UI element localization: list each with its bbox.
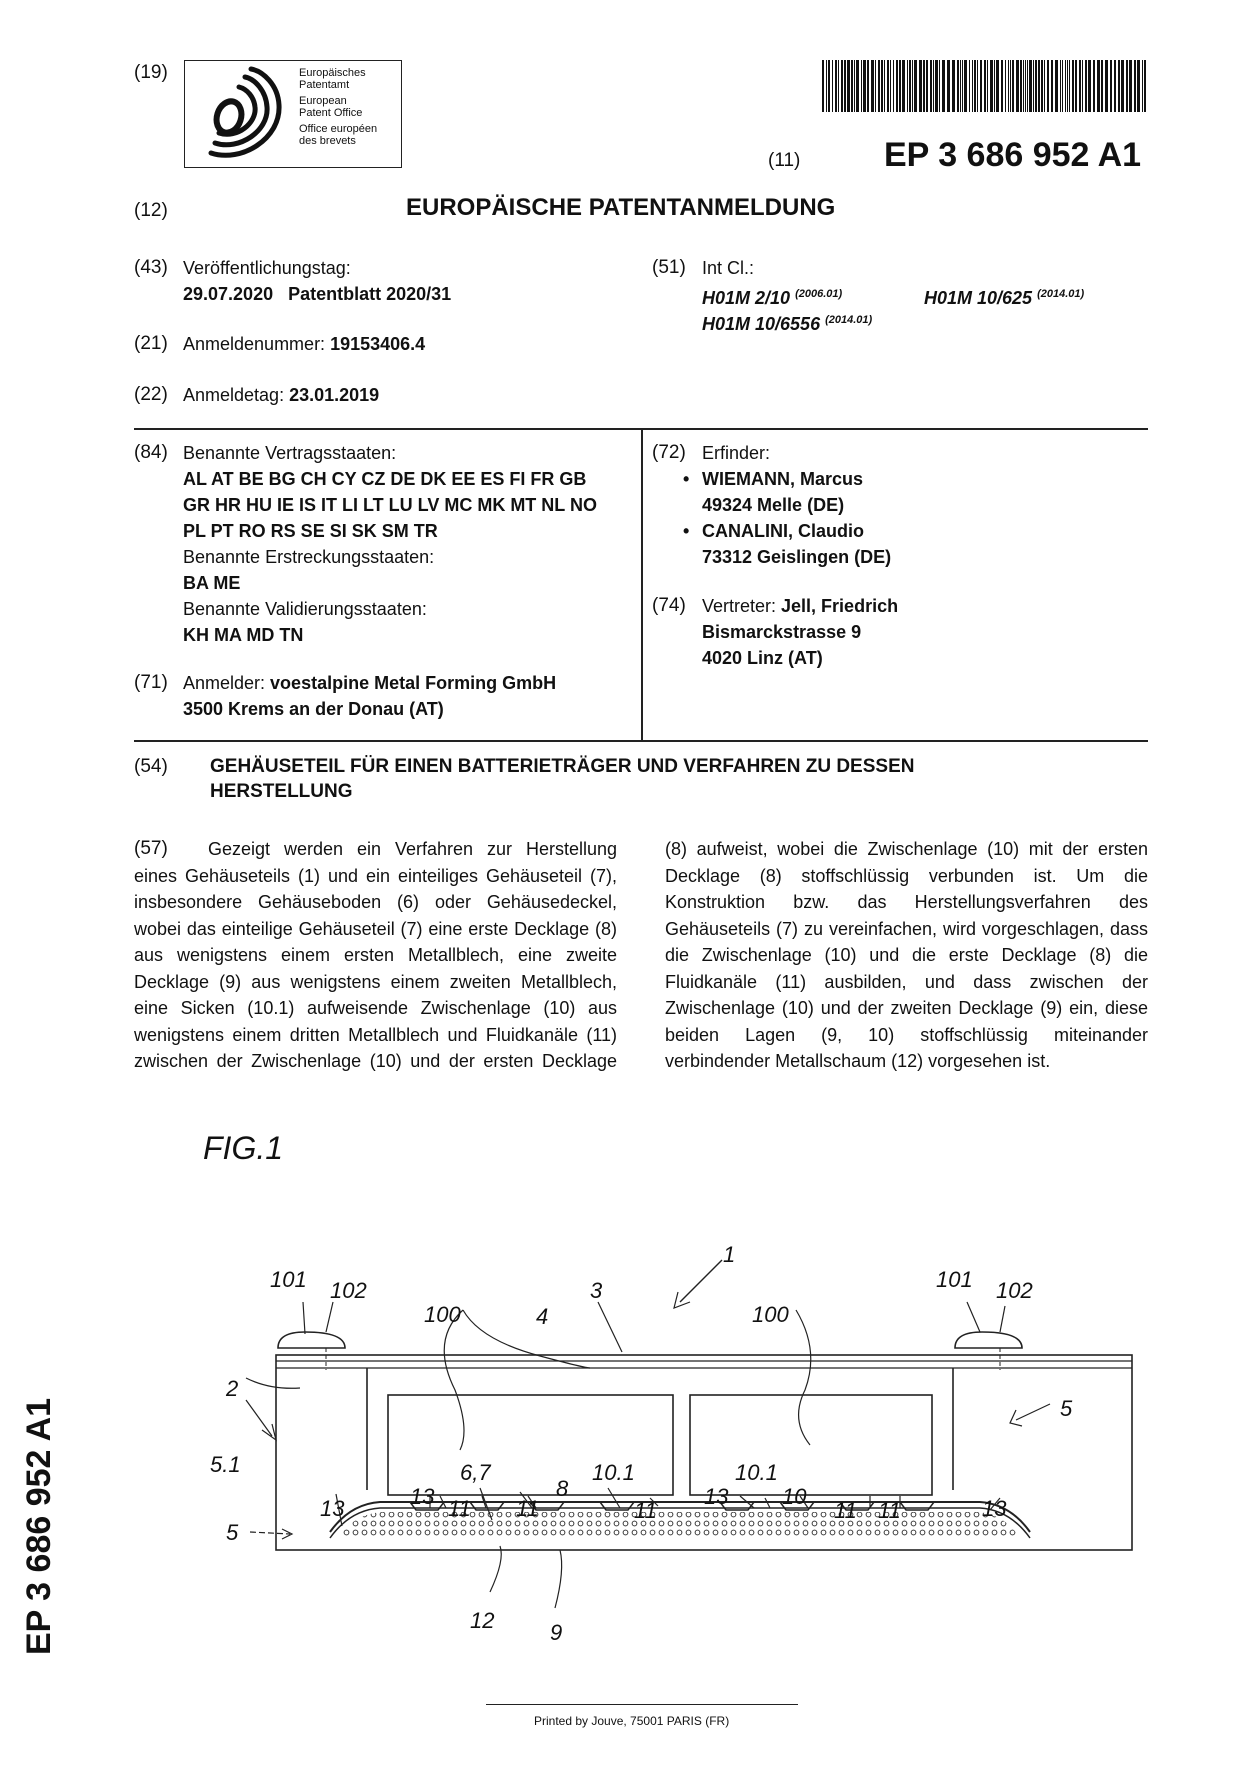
bolt-right [955, 1332, 1022, 1348]
barcode-bar [984, 60, 986, 112]
barcode-bar [899, 60, 901, 112]
publication-date-label: Veröffentlichungstag: [183, 258, 351, 278]
figure-title: FIG.1 [203, 1130, 284, 1166]
barcode-bar [887, 60, 889, 112]
filing-date-field [183, 382, 379, 408]
applicant-name: voestalpine Metal Forming GmbH [270, 673, 557, 693]
barcode-bar [1137, 60, 1140, 112]
label-13-b: 13 [410, 1484, 435, 1509]
representative-field [702, 593, 898, 671]
label-101-right: 101 [936, 1267, 973, 1292]
barcode-bar [1072, 60, 1074, 112]
barcode-bar [1114, 60, 1116, 112]
code-71: (71) [134, 672, 168, 693]
barcode-bar [826, 60, 827, 112]
barcode-bar [902, 60, 905, 112]
representative-label: Vertreter: [702, 596, 782, 616]
ipc-class-2-version: (2014.01) [1037, 288, 1085, 300]
office-name-en-2: Patent Office [299, 107, 363, 119]
barcode-bar [1142, 60, 1143, 112]
label-13-c: 13 [704, 1484, 729, 1509]
applicant-field [183, 670, 556, 722]
invention-title-line-2: HERSTELLUNG [210, 781, 353, 802]
barcode-bar [1035, 60, 1037, 112]
barcode-bar [942, 60, 945, 112]
barcode-bar [1144, 60, 1146, 112]
code-11: (11) [768, 150, 801, 171]
barcode-bar [1051, 60, 1053, 112]
label-13-a: 13 [320, 1496, 345, 1521]
office-name-fr-2: des brevets [299, 135, 356, 147]
barcode-bar [1025, 60, 1026, 112]
application-number-field [183, 331, 425, 357]
barcode-bar [935, 60, 938, 112]
label-4: 4 [536, 1304, 549, 1329]
code-22: (22) [134, 384, 168, 405]
label-5-1: 5.1 [210, 1452, 241, 1477]
label-5-left: 5 [226, 1520, 239, 1545]
epo-logo [184, 60, 402, 168]
barcode-bar [912, 60, 913, 112]
bullet-icon: • [683, 521, 690, 541]
label-11-a: 11 [448, 1496, 471, 1521]
barcode-bar [974, 60, 976, 112]
designated-states-label: Benannte Vertragsstaaten: [183, 443, 397, 463]
barcode-bar [996, 60, 999, 112]
code-84: (84) [134, 442, 168, 463]
inventors-field [683, 440, 892, 570]
invention-title-line-1: GEHÄUSETEIL FÜR EINEN BATTERIETRÄGER UND VERFAHREN ZU DESSEN [210, 756, 915, 777]
ipc-class-3: H01M 10/6556 [702, 314, 821, 334]
label-11-d: 11 [834, 1498, 857, 1523]
representative-name: Jell, Friedrich [781, 596, 899, 616]
office-name-fr-1: Office européen [299, 123, 378, 135]
printer-note: Printed by Jouve, 75001 PARIS (FR) [534, 1714, 730, 1728]
label-12: 12 [470, 1608, 495, 1633]
footer-rule [486, 1704, 798, 1705]
barcode-bar [1020, 60, 1022, 112]
inventors-label: Erfinder: [702, 443, 771, 463]
code-12: (12) [134, 200, 168, 221]
barcode-bar [914, 60, 917, 112]
label-10: 10 [782, 1484, 807, 1509]
designated-states-line-3: PL PT RO RS SE SI SK SM TR [183, 521, 438, 541]
label-102-left: 102 [330, 1278, 367, 1303]
barcode-bar [1062, 60, 1063, 112]
applicant-label: Anmelder: [183, 673, 271, 693]
barcode-bar [930, 60, 932, 112]
invention-title [210, 754, 914, 804]
inventor-name: CANALINI, Claudio [702, 521, 864, 541]
barcode-bar [851, 60, 853, 112]
barcode-bar [1121, 60, 1124, 112]
barcode-bar [1085, 60, 1087, 112]
barcode-bar [1012, 60, 1014, 112]
barcode-bar [893, 60, 894, 112]
abstract-text: Gezeigt werden ein Verfahren zur Herstellung eines Gehäuseteils (1) und ein einteiliges Gehäuseteil (7), insbesondere Gehäuseboden (6) oder Gehäusedeckel, wobei das einteilige Gehäuseteil (7) eine erste Decklage (8) aus wenigstens einem ersten Metallblech, eine zweite Decklage (9) aus wenigstens einem zweiten Metallblech, eine Sicken (10.1) aufweisende Zwischenlage (10) aus wenigstens einem dritten Metallblech und Fluidkanäle (11) zwischen der Zwischenlage (10) und der ersten Decklage (8) aufweist, wobei die Zwischenlage (10) mit der ersten Decklage (8) stoffschlüssig verbunden ist. Um die Konstruktion bzw. das Herstellungsverfahren des Gehäuseteils (7) zu vereinfachen, wird vorgeschlagen, dass die Zwischenlage (10) und die erste Decklage (8) die Fluidkanäle (11) ausbilden, und dass zwischen der Zwischenlage (10) und der zweiten Decklage (9) ein, diese beiden Lagen (9, 10) stoffschlüssig miteinander verbindender Metallschaum (12) vorgesehen ist. [134, 839, 1148, 1071]
barcode-bar [1027, 60, 1028, 112]
label-6-7: 6,7 [460, 1460, 491, 1485]
office-name-en-1: European [299, 95, 347, 107]
barcode [822, 60, 1148, 112]
label-11-b: 11 [516, 1496, 539, 1521]
ipc-class-1: H01M 2/10 [702, 288, 791, 308]
publication-date-field [183, 255, 451, 307]
label-100-left: 100 [424, 1302, 461, 1327]
designated-states-line-1: AL AT BE BG CH CY CZ DE DK EE ES FI FR GB [183, 469, 587, 489]
barcode-bar [871, 60, 874, 112]
barcode-bar [844, 60, 846, 112]
label-101-left: 101 [270, 1267, 307, 1292]
barcode-bar [835, 60, 837, 112]
barcode-bar [962, 60, 963, 112]
barcode-bar [1126, 60, 1128, 112]
barcode-bar [919, 60, 922, 112]
barcode-bar [964, 60, 967, 112]
label-3: 3 [590, 1278, 603, 1303]
barcode-bar [884, 60, 885, 112]
code-51: (51) [652, 257, 686, 278]
barcode-bar [1134, 60, 1136, 112]
barcode-bar [1075, 60, 1077, 112]
barcode-bar [1047, 60, 1049, 112]
barcode-bar [854, 60, 855, 112]
inventor-address: 73312 Geislingen (DE) [702, 547, 892, 567]
barcode-bar [1041, 60, 1043, 112]
validation-states-label: Benannte Validierungsstaaten: [183, 599, 427, 619]
barcode-bar [1105, 60, 1108, 112]
code-72: (72) [652, 442, 686, 463]
barcode-bar [841, 60, 843, 112]
barcode-bar [1055, 60, 1058, 112]
label-10-1-left: 10.1 [592, 1460, 635, 1485]
barcode-bar [822, 60, 824, 112]
barcode-bar [972, 60, 973, 112]
barcode-bar [832, 60, 833, 112]
validation-states: KH MA MD TN [183, 625, 304, 645]
office-name-de-2: Patentamt [299, 79, 350, 91]
barcode-bar [1082, 60, 1083, 112]
barcode-bar [1118, 60, 1120, 112]
barcode-bar [1038, 60, 1040, 112]
barcode-bar [1067, 60, 1068, 112]
barcode-bar [1010, 60, 1011, 112]
label-8: 8 [556, 1476, 569, 1501]
code-43: (43) [134, 257, 168, 278]
barcode-bar [890, 60, 891, 112]
designated-states-line-2: GR HR HU IE IS IT LI LT LU LV MC MK MT NL NO [183, 495, 597, 515]
barcode-bar [881, 60, 883, 112]
label-11-c: 11 [634, 1498, 657, 1523]
publication-number: EP 3 686 952 A1 [884, 136, 1142, 174]
applicant-address: 3500 Krems an der Donau (AT) [183, 699, 444, 719]
label-1: 1 [723, 1242, 736, 1267]
barcode-bar [1110, 60, 1112, 112]
barcode-bar [960, 60, 961, 112]
barcode-bar [1097, 60, 1100, 112]
barcode-bar [990, 60, 993, 112]
barcode-bar [957, 60, 959, 112]
bullet-icon: • [683, 469, 690, 489]
label-5-right: 5 [1060, 1396, 1073, 1421]
divider-vertical [641, 428, 643, 740]
bolt-left [278, 1332, 345, 1348]
document-type: EUROPÄISCHE PATENTANMELDUNG [406, 194, 836, 221]
ipc-class-1-version: (2006.01) [795, 288, 843, 300]
barcode-bar [977, 60, 978, 112]
application-number-value: 19153406.4 [330, 334, 426, 354]
barcode-bar [969, 60, 970, 112]
abstract [134, 836, 1148, 1101]
barcode-bar [923, 60, 925, 112]
ipc-field [702, 255, 1142, 337]
barcode-bar [863, 60, 866, 112]
application-number-label: Anmeldenummer: [183, 334, 331, 354]
barcode-bar [856, 60, 859, 112]
inventor-item [683, 518, 892, 570]
extension-states: BA ME [183, 573, 241, 593]
divider-bottom [134, 740, 1148, 742]
barcode-bar [828, 60, 830, 112]
inventor-name: WIEMANN, Marcus [702, 469, 864, 489]
barcode-bar [1033, 60, 1034, 112]
inventor-address: 49324 Melle (DE) [702, 495, 845, 515]
representative-city: 4020 Linz (AT) [702, 648, 823, 668]
label-2: 2 [226, 1376, 239, 1401]
barcode-bar [1023, 60, 1024, 112]
figure-1-drawing [0, 1240, 1242, 1660]
code-19: (19) [134, 62, 168, 83]
metal-foam [338, 1512, 1020, 1538]
label-100-right: 100 [752, 1302, 789, 1327]
filing-date-value: 23.01.2019 [289, 385, 380, 405]
barcode-bar [907, 60, 908, 112]
barcode-bar [1029, 60, 1032, 112]
barcode-bar [933, 60, 934, 112]
designated-states-field [183, 440, 638, 648]
barcode-bar [1060, 60, 1061, 112]
barcode-bar [1101, 60, 1103, 112]
code-54: (54) [134, 756, 168, 777]
ipc-label: Int Cl.: [702, 258, 755, 278]
barcode-bar [1001, 60, 1003, 112]
barcode-bar [952, 60, 955, 112]
barcode-bar [1129, 60, 1132, 112]
code-57: (57) [134, 838, 168, 859]
barcode-bar [1005, 60, 1006, 112]
barcode-bar [909, 60, 911, 112]
barcode-bar [926, 60, 928, 112]
barcode-bar [1065, 60, 1066, 112]
label-11-e: 11 [878, 1498, 901, 1523]
office-name-de-1: Europäisches [299, 67, 366, 79]
barcode-bar [1044, 60, 1045, 112]
barcode-bar [861, 60, 862, 112]
barcode-bar [994, 60, 995, 112]
barcode-bar [1088, 60, 1091, 112]
barcode-bar [1008, 60, 1009, 112]
publication-date-value: 29.07.2020 Patentblatt 2020/31 [183, 284, 452, 304]
filing-date-label: Anmeldetag: [183, 385, 290, 405]
label-10-1-right: 10.1 [735, 1460, 778, 1485]
representative-street: Bismarckstrasse 9 [702, 622, 862, 642]
barcode-bar [847, 60, 850, 112]
barcode-bar [875, 60, 876, 112]
barcode-bar [1069, 60, 1070, 112]
barcode-bar [867, 60, 869, 112]
label-9: 9 [550, 1620, 563, 1645]
barcode-bar [939, 60, 940, 112]
side-publication-number: EP 3 686 952 A1 [20, 1397, 58, 1655]
barcode-bar [1016, 60, 1019, 112]
code-74: (74) [652, 595, 686, 616]
epo-emblem-icon [193, 65, 293, 163]
barcode-bar [878, 60, 880, 112]
label-102-right: 102 [996, 1278, 1033, 1303]
battery-module-right [690, 1395, 932, 1495]
barcode-bar [980, 60, 982, 112]
code-21: (21) [134, 333, 168, 354]
barcode-bar [1079, 60, 1081, 112]
barcode-bar [896, 60, 898, 112]
barcode-bar [987, 60, 988, 112]
ipc-class-3-version: (2014.01) [825, 314, 873, 326]
abstract-columns [134, 836, 1148, 1101]
barcode-bar [1093, 60, 1095, 112]
ipc-class-2: H01M 10/625 [924, 288, 1033, 308]
office-name [299, 67, 377, 147]
label-13-d: 13 [982, 1496, 1007, 1521]
extension-states-label: Benannte Erstreckungsstaaten: [183, 547, 435, 567]
inventor-item [683, 466, 891, 518]
barcode-bar [838, 60, 839, 112]
barcode-bar [947, 60, 950, 112]
